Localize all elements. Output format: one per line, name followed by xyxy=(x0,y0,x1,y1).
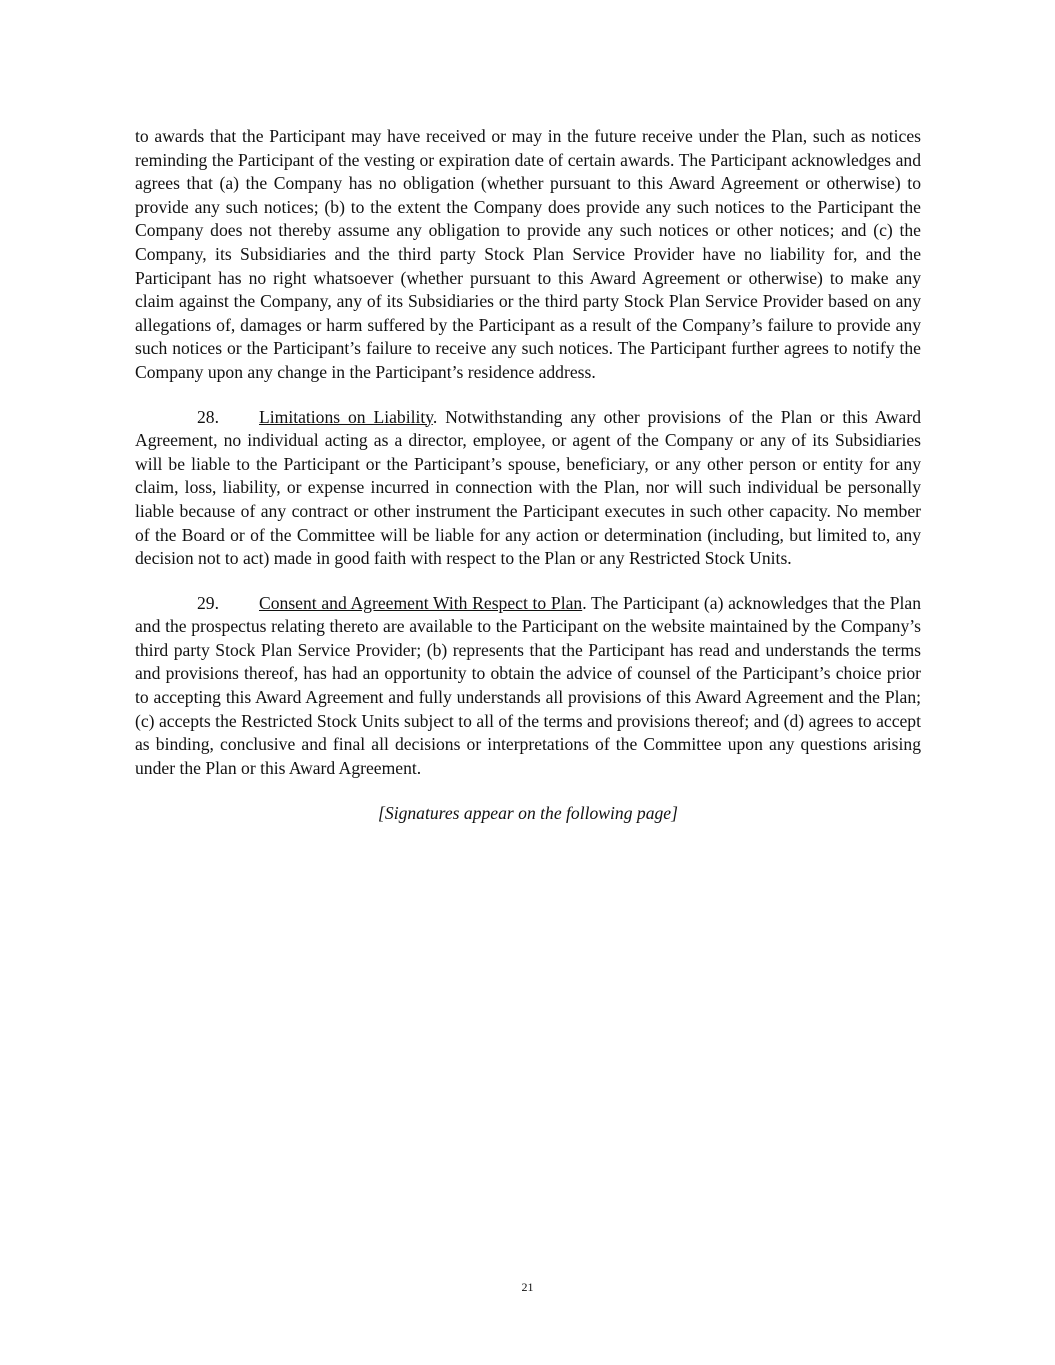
page-number: 21 xyxy=(521,1280,534,1294)
paragraph-27-continued: to awards that the Participant may have received or may in the future receive under the Plan, such as notices reminding the Participant of the vesting or expiration date of certain awards. The Participant acknowledges and agrees that (a) the Company has no obligation (whether pursuant to this Award Agreement or otherwise) to provide any such notices; (b) to the extent the Company does provide any such notices to the Participant the Company does not thereby assume any obligation to provide any such notices or other notices; and (c) the Company, its Subsidiaries and the third party Stock Plan Service Provider have no liability for, and the Participant has no right whatsoever (whether pursuant to this Award Agreement or otherwise) to make any claim against the Company, any of its Subsidiaries or the third party Stock Plan Service Provider based on any allegations of, damages or harm suffered by the Participant as a result of the Company’s failure to provide any such notices or the Participant’s failure to receive any such notices. The Participant further agrees to notify the Company upon any change in the Participant’s residence address. xyxy=(135,126,921,382)
section-28-number: 28. xyxy=(197,406,219,427)
section-28-body: . Notwithstanding any other provisions of the Plan or this Award Agreement, no individual acting as a director, employee, or agent of the Company or any of its Subsidiaries will be liable to the Participant or the Participant’s spouse, beneficiary, or any other person or entity for any claim, loss, liability, or expense incurred in connection with the Plan, nor will such individual be personally liable because of any contract or other instrument the Participant executes in such other capacity. No member of the Board or of the Committee will be liable for any action or determination (including, but limited to, any decision not to act) made in good faith with respect to the Plan or any Restricted Stock Units. xyxy=(135,406,921,569)
section-29-number: 29. xyxy=(197,592,219,613)
section-29 xyxy=(135,592,921,781)
section-28-heading: Limitations on Liability xyxy=(259,406,433,427)
section-29-heading: Consent and Agreement With Respect to Plan xyxy=(259,592,583,613)
section-29-body: . The Participant (a) acknowledges that the Plan and the prospectus relating thereto are available to the Participant on the website maintained by the Company’s third party Stock Plan Service Provider; (b) represents that the Participant has read and understands the terms and provisions thereof, has had an opportunity to obtain the advice of counsel of the Participant’s choice prior to accepting this Award Agreement and fully understands all provisions of this Award Agreement and the Plan; (c) accepts the Restricted Stock Units subject to all of the terms and provisions thereof; and (d) agrees to accept as binding, conclusive and final all decisions or interpretations of the Committee upon any questions arising under the Plan or this Award Agreement. xyxy=(135,592,922,778)
section-28 xyxy=(135,406,921,571)
document-page xyxy=(135,125,921,826)
signatures-note: [Signatures appear on the following page] xyxy=(378,803,678,824)
